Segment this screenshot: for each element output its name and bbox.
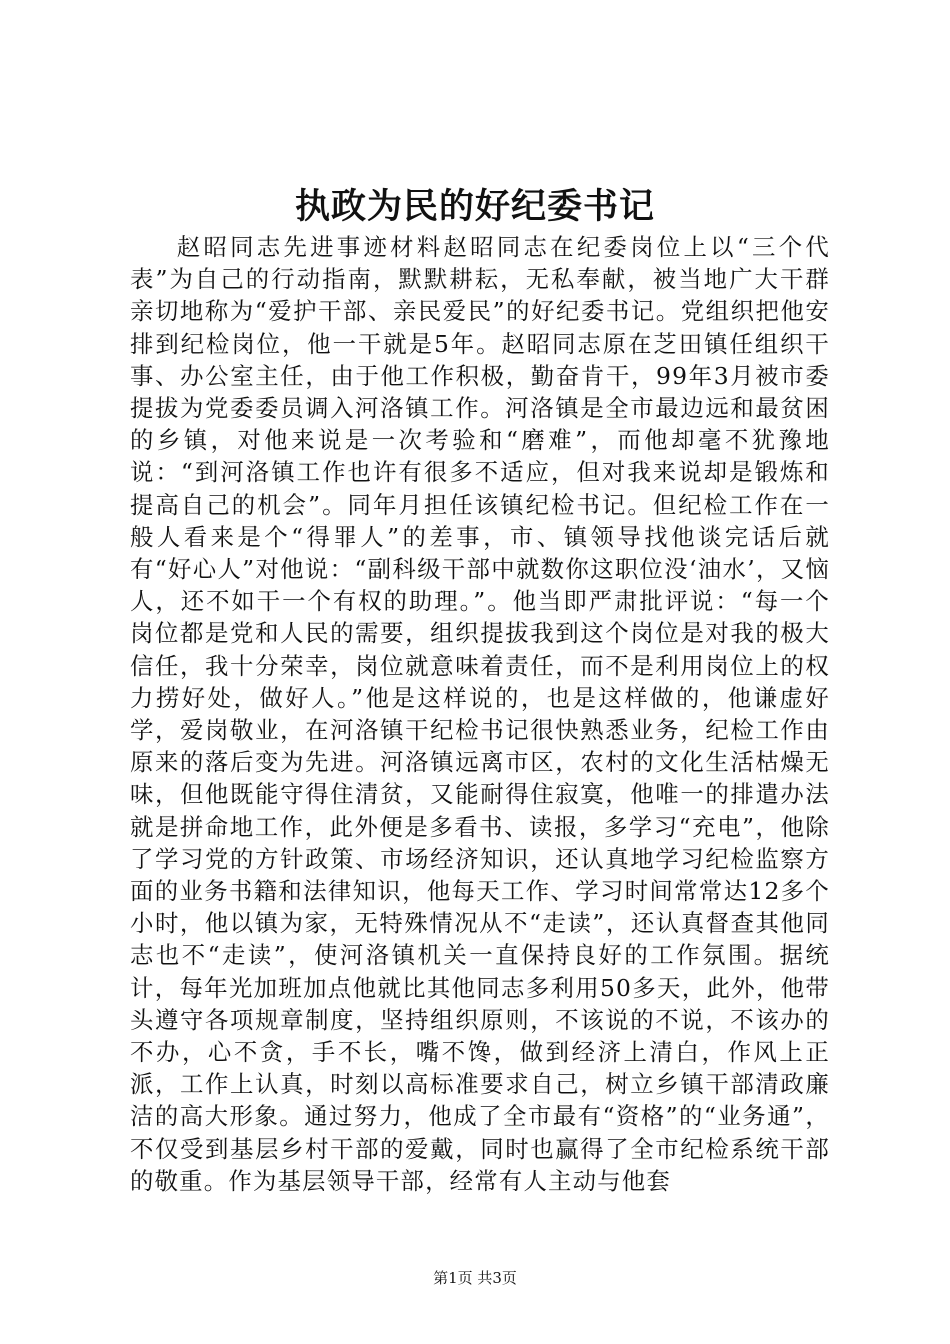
document-title: 执政为民的好纪委书记 xyxy=(294,186,655,227)
document-body-paragraph: 赵昭同志先进事迹材料赵昭同志在纪委岗位上以“三个代表”为自己的行动指南，默默耕耘，无私奉献，被当地广大干群亲切地称为“爱护干部、亲民爱民”的好纪委书记。党组织把他安排到纪检岗位，他一干就是5年。赵昭同志原在芝田镇任组织干事、办公室主任，由于他工作积极，勤奋肯干，99年3月被市委提拔为党委委员调入河洛镇工作。河洛镇是全市最边远和最贫困的乡镇，对他来说是一次考验和“磨难”，而他却毫不犹豫地说：“到河洛镇工作也许有很多不适应，但对我来说却是锻炼和提高自己的机会”。同年月担任该镇纪检书记。但纪检工作在一般人看来是个“得罪人”的差事，市、镇领导找他谈完话后就有“好心人”对他说：“副科级干部中就数你这职位没‘油水’，又恼人，还不如干一个有权的助理。”。他当即严肃批评说：“每一个岗位都是党和人民的需要，组织提拔我到这个岗位是对我的极大信任，我十分荣幸，岗位就意味着责任，而不是利用岗位上的权力捞好处，做好人。”他是这样说的，也是这样做的，他谦虚好学，爱岗敬业，在河洛镇干纪检书记很快熟悉业务，纪检工作由原来的落后变为先进。河洛镇远离市区，农村的文化生活枯燥无味，但他既能守得住清贫，又能耐得住寂寞，他唯一的排遣办法就是拼命地工作，此外便是多看书、读报，多学习“充电”，他除了学习党的方针政策、市场经济知识，还认真地学习纪检监察方面的业务书籍和法律知识，他每天工作、学习时间常常达12多个小时，他以镇为家，无特殊情况从不“走读”，还认真督查其他同志也不“走读”，使河洛镇机关一直保持良好的工作氛围。据统计，每年光加班加点他就比其他同志多利用50多天，此外，他带头遵守各项规章制度，坚持组织原则，不该说的不说，不该办的不办，心不贪，手不长，嘴不馋，做到经济上清白，作风上正派，工作上认真，时刻以高标准要求自己，树立乡镇干部清政廉洁的高大形象。通过努力，他成了全市最有“资格”的“业务通”，不仅受到基层乡村干部的爱戴，同时也赢得了全市纪检系统干部的敬重。作为基层领导干部，经常有人主动与他套 xyxy=(130,233,830,1195)
page-number-footer: 第1页 共3页 xyxy=(433,1269,517,1287)
